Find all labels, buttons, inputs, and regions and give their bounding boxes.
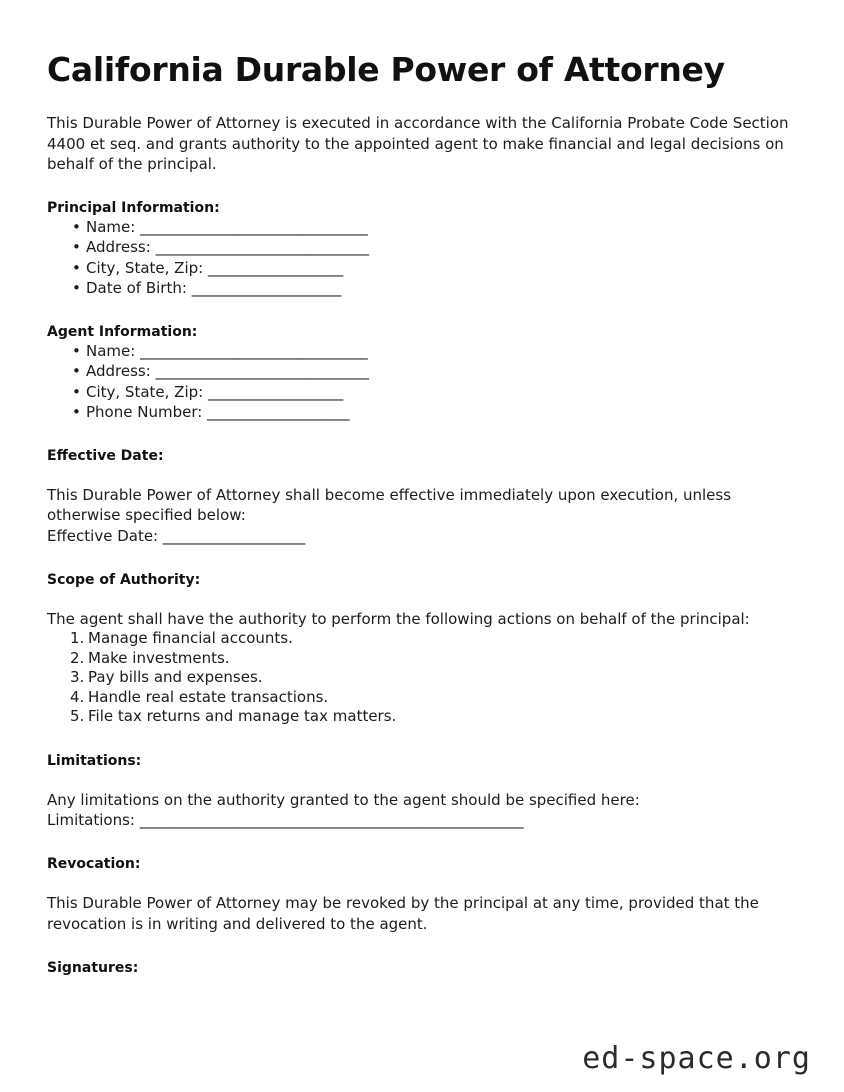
list-item: Pay bills and expenses. xyxy=(88,668,263,687)
document-content xyxy=(47,0,799,977)
field-label: Date of Birth: xyxy=(86,278,187,297)
field-label: Effective Date: xyxy=(47,526,159,545)
agent-information-list xyxy=(47,341,799,422)
list-item xyxy=(47,258,799,278)
list-item xyxy=(47,402,799,422)
fill-in-blank[interactable]: ___________________ xyxy=(207,382,343,401)
effective-date-paragraph: This Durable Power of Attorney shall become effective immediately upon execution, unless otherwise specified below: xyxy=(47,486,732,525)
list-item xyxy=(47,382,799,402)
fill-in-blank[interactable]: ______________________________ xyxy=(155,238,369,257)
list-item xyxy=(47,361,799,381)
field-label: Limitations: xyxy=(47,811,135,830)
limitations-paragraph: Any limitations on the authority granted to the agent should be specified here: xyxy=(47,791,640,810)
scope-of-authority-heading: Scope of Authority: xyxy=(47,571,201,588)
scope-of-authority-list xyxy=(47,629,799,727)
fill-in-blank[interactable]: ___________________ xyxy=(207,258,343,277)
agent-information-heading: Agent Information: xyxy=(47,324,198,341)
field-label: Address: xyxy=(86,362,151,381)
page-title: California Durable Power of Attorney xyxy=(47,50,725,89)
field-label: City, State, Zip: xyxy=(86,258,204,277)
limitations-heading: Limitations: xyxy=(47,753,142,770)
list-item: Make investments. xyxy=(88,648,230,667)
intro-paragraph: This Durable Power of Attorney is executed in accordance with the California Probate Code Section 4400 et seq. and grants authority to the appointed agent to make financial and legal decisions on behalf of the principal. xyxy=(47,114,789,173)
site-watermark: ed-space.org xyxy=(582,1041,811,1076)
fill-in-blank[interactable]: ________________________________ xyxy=(140,217,368,236)
principal-information-list xyxy=(47,217,799,298)
field-label: Address: xyxy=(86,238,151,257)
scope-of-authority-paragraph: The agent shall have the authority to perform the following actions on behalf of the principal: xyxy=(47,609,750,628)
list-item xyxy=(47,278,799,298)
list-item: Manage financial accounts. xyxy=(88,629,293,648)
signatures-heading: Signatures: xyxy=(47,959,139,976)
list-item xyxy=(47,341,799,361)
revocation-paragraph: This Durable Power of Attorney may be revoked by the principal at any time, provided that the revocation is in writing and delivered to the agent. xyxy=(47,894,759,933)
fill-in-blank[interactable]: _____________________ xyxy=(191,278,341,297)
fill-in-blank[interactable]: ____________________ xyxy=(207,402,350,421)
effective-date-heading: Effective Date: xyxy=(47,448,164,465)
revocation-heading: Revocation: xyxy=(47,856,141,873)
field-label: Phone Number: xyxy=(86,402,203,421)
fill-in-blank[interactable]: ________________________________ xyxy=(140,342,368,361)
list-item xyxy=(47,217,799,237)
list-item xyxy=(47,237,799,257)
field-label: City, State, Zip: xyxy=(86,382,204,401)
effective-date-field xyxy=(47,526,799,546)
field-label: Name: xyxy=(86,217,136,236)
list-item: Handle real estate transactions. xyxy=(88,687,329,706)
fill-in-blank[interactable]: ______________________________________________________ xyxy=(139,811,524,830)
limitations-field xyxy=(47,810,799,830)
list-item: File tax returns and manage tax matters. xyxy=(88,707,397,726)
field-label: Name: xyxy=(86,342,136,361)
fill-in-blank[interactable]: ______________________________ xyxy=(155,362,369,381)
fill-in-blank[interactable]: ____________________ xyxy=(162,526,305,545)
principal-information-heading: Principal Information: xyxy=(47,199,220,216)
